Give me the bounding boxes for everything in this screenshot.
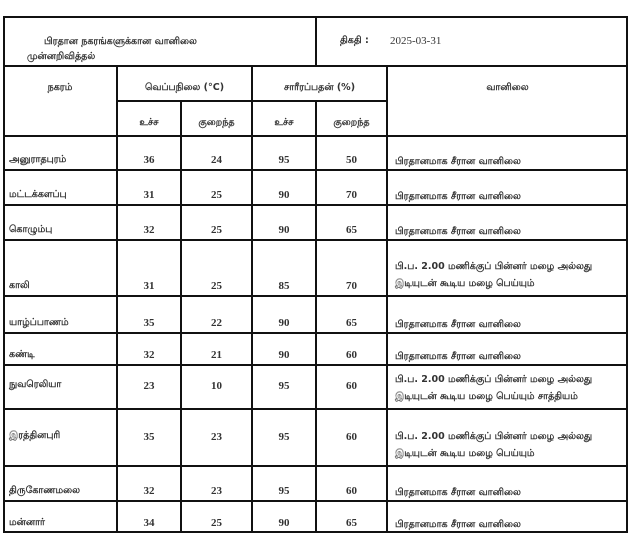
forecast-title xyxy=(3,16,316,66)
weather-line: பிரதானமாக சீரான வானிலை xyxy=(395,156,521,167)
city-name: மன்னார் xyxy=(9,517,45,528)
weather-line: இடியுடன் கூடிய மழை பெய்யும் xyxy=(395,448,535,459)
value-hum-min: 65 xyxy=(346,317,357,329)
col-header-city: நகரம் xyxy=(47,82,73,93)
value-temp-max: 35 xyxy=(143,317,155,329)
value-hum-min: 65 xyxy=(346,224,357,236)
value-hum-max: 95 xyxy=(278,380,290,392)
value-temp-max: 23 xyxy=(143,380,155,392)
city-name: யாழ்ப்பாணம் xyxy=(9,317,69,328)
divider-header-bottom xyxy=(3,65,628,67)
weather-line: இடியுடன் கூடிய மழை பெய்யும் சாத்தியம் xyxy=(395,391,578,402)
border-right xyxy=(626,16,628,533)
date-cell xyxy=(316,16,628,66)
col-header-hum-max: உச்ச xyxy=(274,117,294,128)
city-name: நுவரெலியா xyxy=(9,379,62,390)
col-header-weather: வானிலை xyxy=(486,82,529,93)
city-name: இரத்தினபுரி xyxy=(9,429,61,441)
value-hum-min: 60 xyxy=(346,380,357,392)
city-name: அனுராதபுரம் xyxy=(9,154,67,165)
value-temp-max: 31 xyxy=(143,280,155,292)
value-temp-min: 24 xyxy=(211,154,222,166)
value-hum-max: 95 xyxy=(278,485,290,497)
value-temp-min: 25 xyxy=(211,517,222,529)
divider-header-rows xyxy=(3,135,628,137)
weather-description xyxy=(395,258,625,292)
value-temp-min: 10 xyxy=(211,380,222,392)
row-divider xyxy=(3,332,628,334)
value-hum-max: 95 xyxy=(278,430,290,443)
weather-line: இடியுடன் கூடிய மழை பெய்யும் xyxy=(395,278,535,289)
row-divider xyxy=(3,364,628,366)
city-name: மட்டக்களப்பு xyxy=(9,189,67,200)
weather-description xyxy=(395,153,625,170)
value-temp-max: 32 xyxy=(143,349,155,361)
weather-line: பிரதானமாக சீரான வானிலை xyxy=(395,487,521,498)
weather-line: பிரதானமாக சீரான வானிலை xyxy=(395,191,521,202)
row-divider xyxy=(3,239,628,241)
col-line-4 xyxy=(315,101,317,533)
weather-line: பி.ப. 2.00 மணிக்குப் பின்னர் மழை அல்லது xyxy=(395,374,593,385)
value-hum-min: 70 xyxy=(346,189,357,201)
value-temp-max: 36 xyxy=(143,154,155,166)
value-temp-min: 25 xyxy=(211,189,222,201)
value-hum-max: 90 xyxy=(278,317,290,329)
value-hum-max: 90 xyxy=(278,517,290,529)
value-hum-min: 60 xyxy=(346,430,357,443)
row-divider xyxy=(3,295,628,297)
col-header-humidity: சாரீரப்பதன் (%) xyxy=(283,82,356,93)
value-temp-max: 32 xyxy=(143,485,155,497)
divider-title-date xyxy=(315,16,317,66)
value-temp-max: 34 xyxy=(143,517,155,529)
value-hum-min: 70 xyxy=(346,280,357,292)
value-hum-min: 60 xyxy=(346,485,357,497)
value-temp-min: 25 xyxy=(211,280,222,292)
value-hum-max: 90 xyxy=(278,189,290,201)
city-name: காலி xyxy=(9,280,30,291)
value-hum-max: 95 xyxy=(278,154,290,166)
weather-description xyxy=(395,348,625,365)
weather-line: பி.ப. 2.00 மணிக்குப் பின்னர் மழை அல்லது xyxy=(395,261,593,272)
value-temp-min: 22 xyxy=(211,317,222,329)
weather-line: பிரதானமாக சீரான வானிலை xyxy=(395,226,521,237)
value-hum-max: 90 xyxy=(278,224,290,236)
weather-description xyxy=(395,316,625,333)
weather-description xyxy=(395,484,625,501)
weather-line: பி.ப. 2.00 மணிக்குப் பின்னர் மழை அல்லது xyxy=(395,431,593,442)
date-label: திகதி : xyxy=(340,35,369,46)
value-temp-min: 25 xyxy=(211,224,222,236)
weather-description xyxy=(395,188,625,205)
col-header-temp-max: உச்ச xyxy=(139,117,159,128)
value-temp-min: 23 xyxy=(211,430,222,443)
value-hum-min: 65 xyxy=(346,517,357,529)
value-hum-max: 90 xyxy=(278,349,290,361)
col-line-2 xyxy=(180,101,182,533)
value-temp-max: 35 xyxy=(143,430,155,443)
value-hum-max: 85 xyxy=(278,280,290,292)
row-divider xyxy=(3,500,628,502)
weather-line: பிரதானமாக சீரான வானிலை xyxy=(395,351,521,362)
row-divider xyxy=(3,204,628,206)
border-left xyxy=(3,16,5,533)
date-value: 2025-03-31 xyxy=(390,35,442,47)
city-name: கண்டி xyxy=(9,349,35,360)
weather-description xyxy=(395,428,625,462)
value-temp-max: 32 xyxy=(143,224,155,236)
weather-line: பிரதானமாக சீரான வானிலை xyxy=(395,319,521,330)
value-temp-min: 23 xyxy=(211,485,222,497)
weather-line: பிரதானமாக சீரான வானிலை xyxy=(395,519,521,530)
col-header-temperature: வெப்பநிலை (°C) xyxy=(144,82,225,93)
forecast-title-line2: முன்னறிவித்தல் xyxy=(27,51,96,62)
value-hum-min: 50 xyxy=(346,154,357,166)
col-header-hum-min: குறைந்த xyxy=(333,117,370,128)
forecast-title-line1: பிரதான நகரங்களுக்கான வானிலை xyxy=(44,36,197,47)
value-hum-min: 60 xyxy=(346,349,357,361)
row-divider xyxy=(3,169,628,171)
value-temp-min: 21 xyxy=(211,349,222,361)
city-name: கொழும்பு xyxy=(9,224,53,235)
weather-description xyxy=(395,371,625,405)
row-divider xyxy=(3,408,628,410)
col-header-temp-min: குறைந்த xyxy=(198,117,235,128)
city-name: திருகோணமலை xyxy=(9,485,80,496)
weather-description xyxy=(395,223,625,240)
forecast-table xyxy=(3,16,628,533)
value-temp-max: 31 xyxy=(143,189,155,201)
row-divider xyxy=(3,465,628,467)
